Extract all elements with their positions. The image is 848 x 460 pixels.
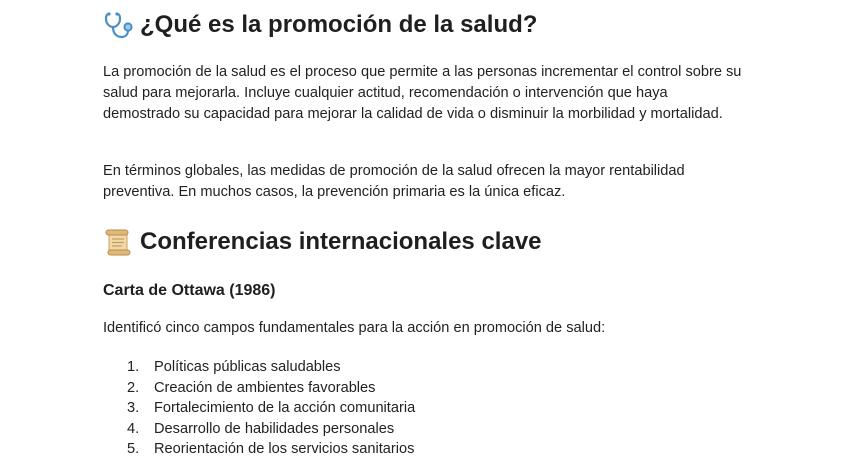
list-item: 1. Políticas públicas saludables xyxy=(127,359,341,375)
subheading-carta-ottawa: Carta de Ottawa (1986) xyxy=(103,282,276,299)
paragraph-definition: La promoción de la salud es el proceso que permite a las personas incrementar el control sobre su salud para mejorarla. Incluye cualquier actitud, recomendación o intervención que haya demostrado su capacidad para mejorar la calidad de vida o disminuir la morbilidad y mortalidad. xyxy=(103,64,742,122)
paragraph-intro-ottawa: Identificó cinco campos fundamentales para la acción en promoción de salud: xyxy=(103,320,606,336)
heading-promocion-salud xyxy=(103,10,537,40)
list-item: 4. Desarrollo de habilidades personales xyxy=(127,420,395,437)
numbered-list-ottawa xyxy=(103,357,415,460)
section-title: ¿Qué es la promoción de la salud? xyxy=(140,11,538,38)
list-item: 2. Creación de ambientes favorables xyxy=(127,379,376,396)
section-title: Conferencias internacionales clave xyxy=(140,228,542,255)
list-item: 3. Fortalecimiento de la acción comunitaria xyxy=(127,400,416,416)
list-item: 5. Reorientación de los servicios sanitarios xyxy=(127,441,415,457)
scroll-icon xyxy=(103,227,133,257)
paragraph-rentabilidad: En términos globales, las medidas de promoción de la salud ofrecen la mayor rentabilidad preventiva. En muchos casos, la prevención primaria es la única eficaz. xyxy=(103,163,685,200)
stethoscope-icon xyxy=(103,10,133,40)
heading-conferencias xyxy=(103,227,542,257)
